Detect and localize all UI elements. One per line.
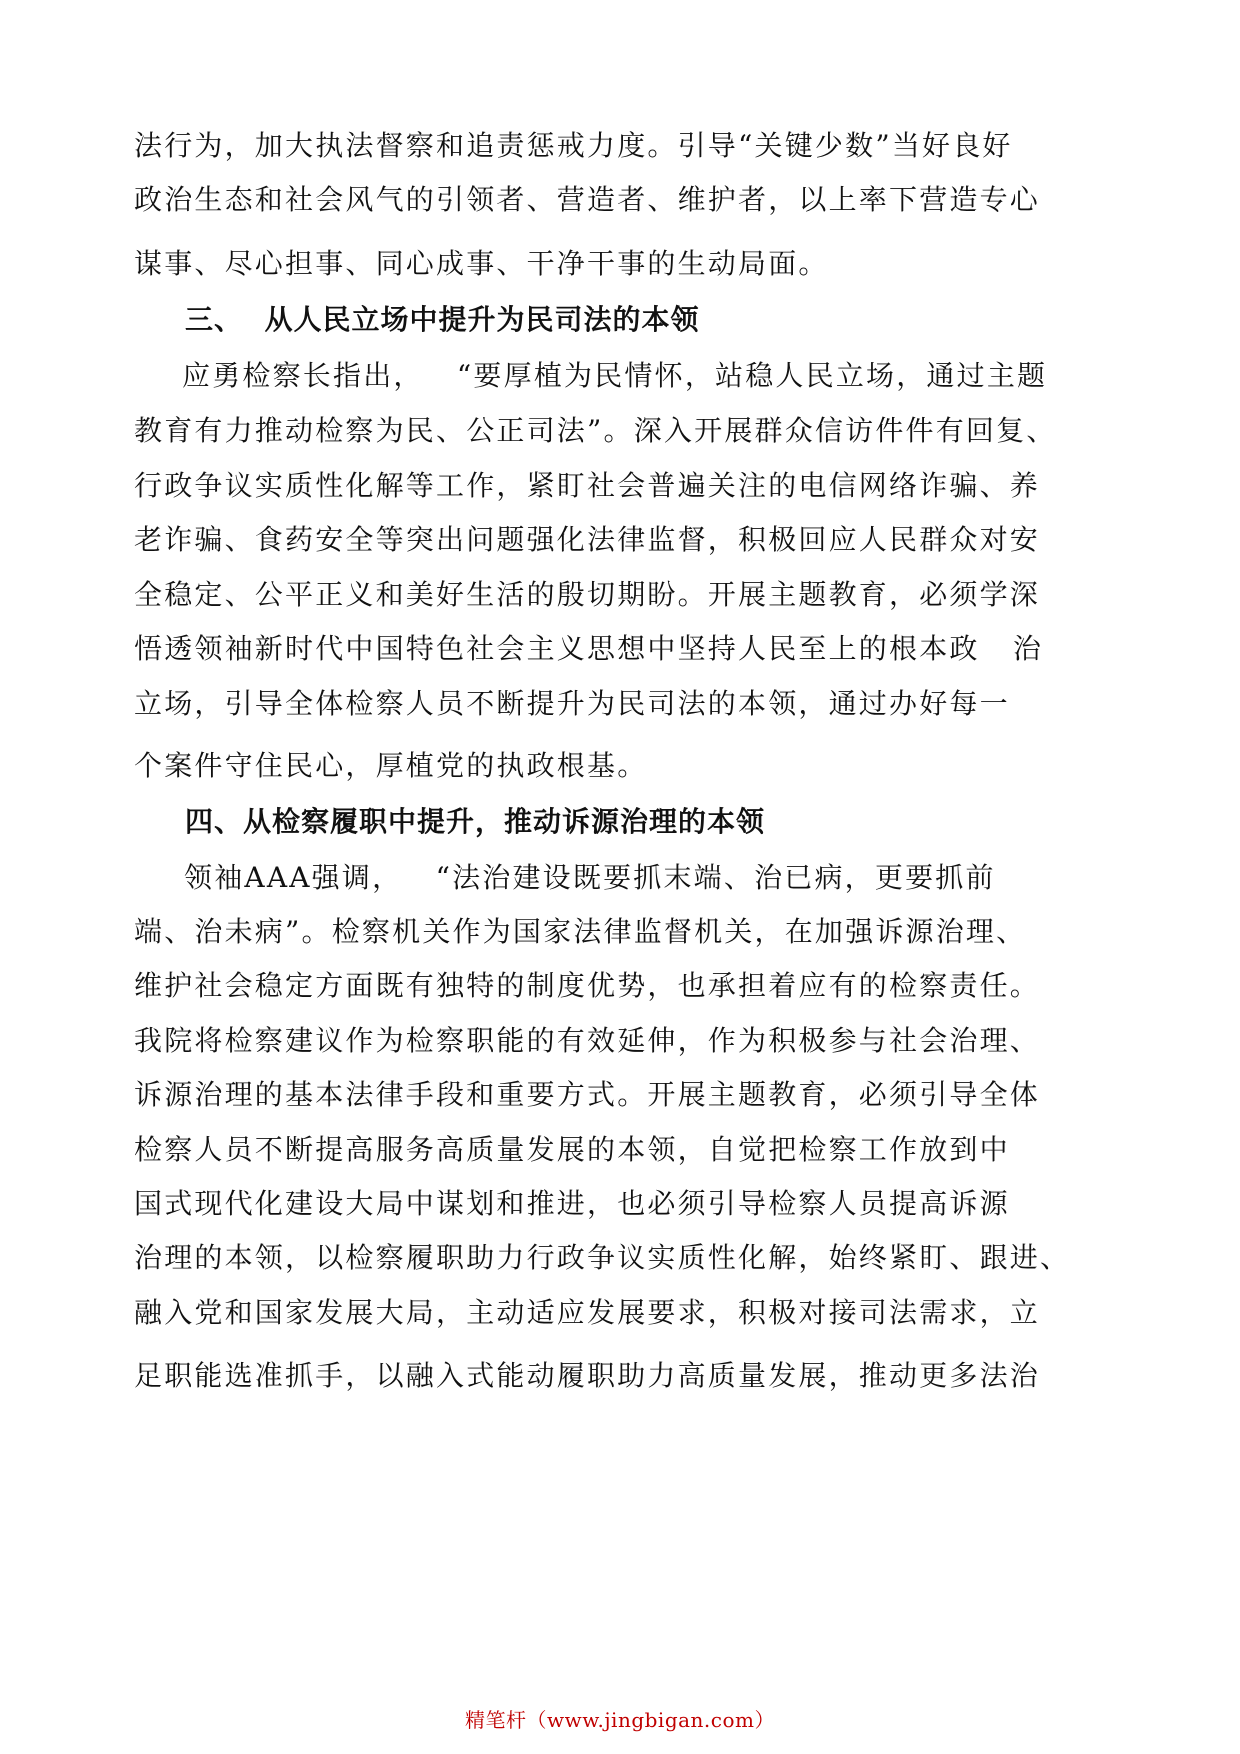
body-line: 行政争议实质性化解等工作，紧盯社会普遍关注的电信网络诈骗、养 (134, 469, 1041, 502)
body-line: 检察人员不断提高服务高质量发展的本领，自觉把检察工作放到中 (134, 1133, 1010, 1166)
section-heading-4: 四、从检察履职中提升，推动诉源治理的本领 (185, 805, 766, 838)
body-line: 端、治未病”。检察机关作为国家法律监督机关，在加强诉源治理、 (134, 915, 1027, 948)
footer-watermark: 精笔杆（www.jingbigan.com） (465, 1708, 775, 1732)
body-line: 法行为，加大执法督察和追责惩戒力度。引导“关键少数”当好良好 (134, 129, 1013, 162)
body-line: 全稳定、公平正义和美好生活的殷切期盼。开展主题教育，必须学深 (134, 578, 1041, 611)
body-line: 我院将检察建议作为检察职能的有效延伸，作为积极参与社会治理、 (134, 1024, 1041, 1057)
body-line: 领袖AAA强调， “法治建设既要抓末端、治已病，更要抓前 (184, 861, 996, 894)
body-line: 政治生态和社会风气的引领者、营造者、维护者，以上率下营造专心 (134, 183, 1041, 216)
section-heading-3: 三、 从人民立场中提升为民司法的本领 (185, 303, 700, 336)
body-line: 教育有力推动检察为民、公正司法”。深入开展群众信访件件有回复、 (134, 414, 1057, 447)
body-line: 应勇检察长指出， “要厚植为民情怀，站稳人民立场，通过主题 (182, 359, 1048, 392)
body-line: 治理的本领，以检察履职助力行政争议实质性化解，始终紧盯、跟进、 (134, 1241, 1071, 1274)
body-line: 谋事、尽心担事、同心成事、干净干事的生动局面。 (134, 247, 829, 280)
body-line: 融入党和国家发展大局，主动适应发展要求，积极对接司法需求，立 (134, 1296, 1041, 1329)
body-line: 悟透领袖新时代中国特色社会主义思想中坚持人民至上的根本政 治 (134, 632, 1044, 665)
body-line: 老诈骗、食药安全等突出问题强化法律监督，积极回应人民群众对安 (134, 523, 1041, 556)
body-line: 国式现代化建设大局中谋划和推进，也必须引导检察人员提高诉源 (134, 1187, 1010, 1220)
body-line: 足职能选准抓手，以融入式能动履职助力高质量发展，推动更多法治 (134, 1359, 1041, 1392)
body-line: 立场，引导全体检察人员不断提升为民司法的本领，通过办好每一 (134, 687, 1010, 720)
body-line: 维护社会稳定方面既有独特的制度优势，也承担着应有的检察责任。 (134, 969, 1041, 1002)
body-line: 诉源治理的基本法律手段和重要方式。开展主题教育，必须引导全体 (134, 1078, 1041, 1111)
body-line: 个案件守住民心，厚植党的执政根基。 (134, 749, 648, 782)
